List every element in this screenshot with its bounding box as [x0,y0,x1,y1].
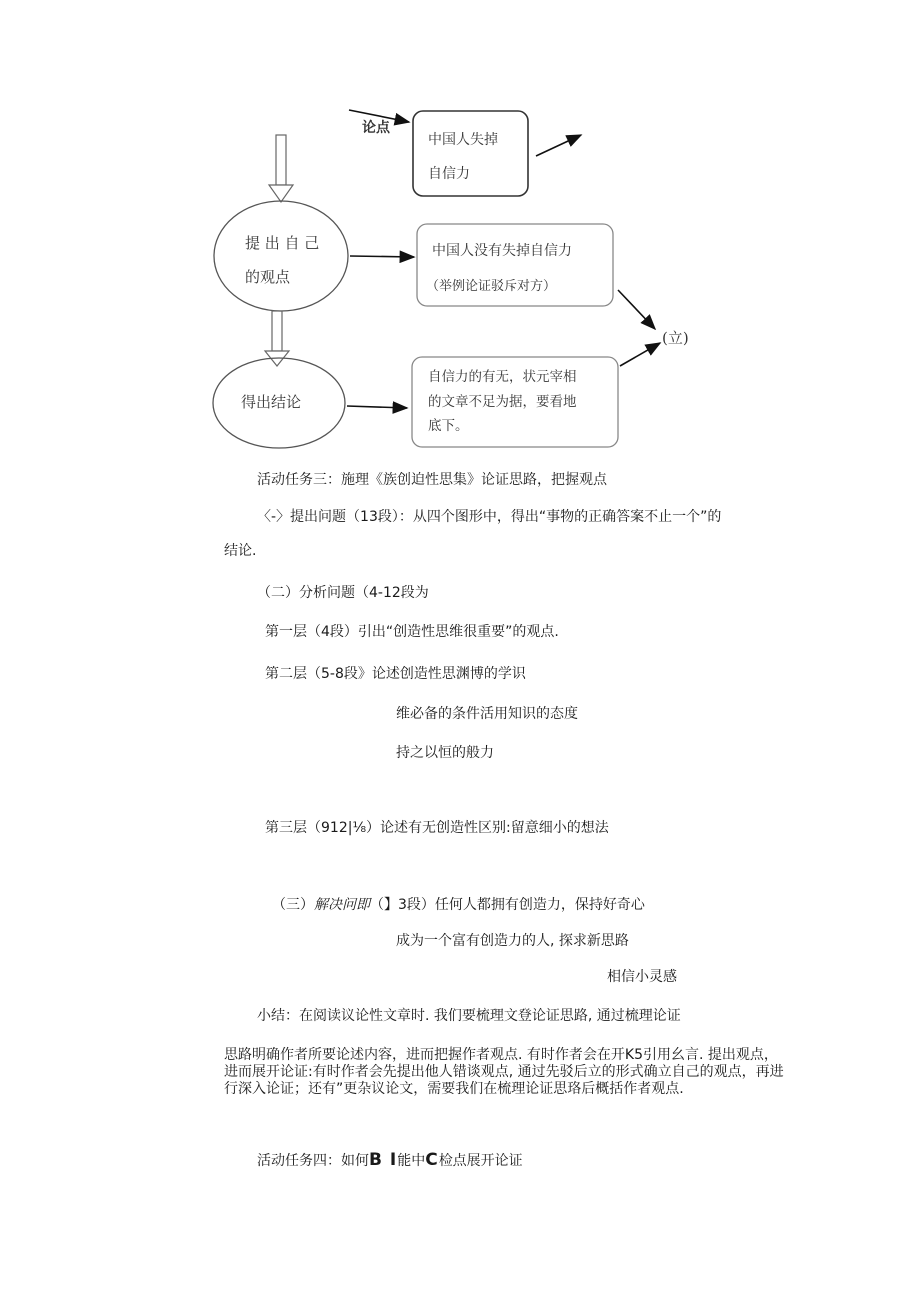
box-conclusion-line3: 底下。 [428,418,469,434]
section2-title: （二）分析问题（4-12段为 [257,585,429,601]
section3-new-ideas: 成为一个富有创造力的人, 探求新思路 [396,933,629,949]
box-conclusion-line1: 自信力的有无，状元宰相 [428,369,577,385]
section3-italic: 解决问即 [314,897,370,913]
box-conclusion-line2: 的文章不足为据，要看地 [428,394,577,410]
task4-suffix: 检点展开论证 [438,1153,523,1169]
box-opponent-line1: 中国人失掉 [428,132,498,148]
task3-heading: 活动任务三：施理《族创迫性思集》论证思路，把握观点 [257,472,607,488]
summary-line1: 小结：在阅读议论性文章时. 我们要梳理文登论证思路, 通过梳理论证 [257,1008,681,1024]
task4-prefix: 活动任务四：如何 [257,1153,369,1169]
label-argument-point: 论点 [362,120,390,136]
arrow-box3-to-end [620,343,660,366]
layer3: 第三层（912|⅛）论述有无创造性区别:留意细小的想法 [265,820,609,836]
arrow-to-box3 [347,406,407,408]
layer1: 第一层（4段）引出“创造性思维很重要”的观点. [265,624,559,640]
hollow-down-arrow-top [269,135,293,202]
box-refutation-line2: （举例论证驳斥对方） [426,279,557,294]
task4-mid: 能中 [397,1153,426,1169]
summary-paragraph: 思路明确作者所要论述内容，进而把握作者观点. 有时作者会在开K5引用幺言. 提出观点，进而展开论证:有时作者会先提出他人错谈观点, 通过先驳后立的形式确立自己的观点，再进行深入论证；还有”更杂议论文，需要我们在梳理论证思珞后概括作者观点. [224,1047,784,1097]
node-propose-view [214,201,348,311]
arrow-box2-to-end [618,290,655,329]
section3-rest: （】3段）任何人都拥有创造力，保持好奇心 [370,897,645,913]
end-label-establish: (立) [662,329,689,347]
layer2-perseverance: 持之以恒的般力 [396,745,494,761]
box-opponent-view [413,111,528,196]
box-refutation-line1: 中国人没有失掉自信力 [432,243,572,259]
node-propose-view-line2: 的观点 [245,268,291,286]
section3-inspiration: 相信小灵感 [607,969,677,985]
argument-flow-diagram [0,0,920,470]
section1-line1: 〈-〉提出问题（13段）：从四个图形中，得出“事物的正确答案不止一个”的 [257,509,722,525]
section3 [272,896,645,914]
layer2: 第二层（5-8段》论述创造性思渊博的学识 [265,666,526,682]
section1-line2: 结论. [224,543,257,559]
box-opponent-line2: 自信力 [428,166,470,182]
task4-bold1: B I [369,1150,398,1170]
node-propose-view-line1: 提 出 自 己 [245,234,320,252]
node-conclusion-label: 得出结论 [241,393,302,411]
task4-heading [257,1149,523,1172]
layer2-condition: 维必备的条件活用知识的态度 [396,706,578,722]
section3-number: （三） [272,897,314,913]
arrow-out-box1 [536,135,581,156]
arrow-to-box2 [350,256,414,257]
task4-bold2: C [425,1150,439,1170]
